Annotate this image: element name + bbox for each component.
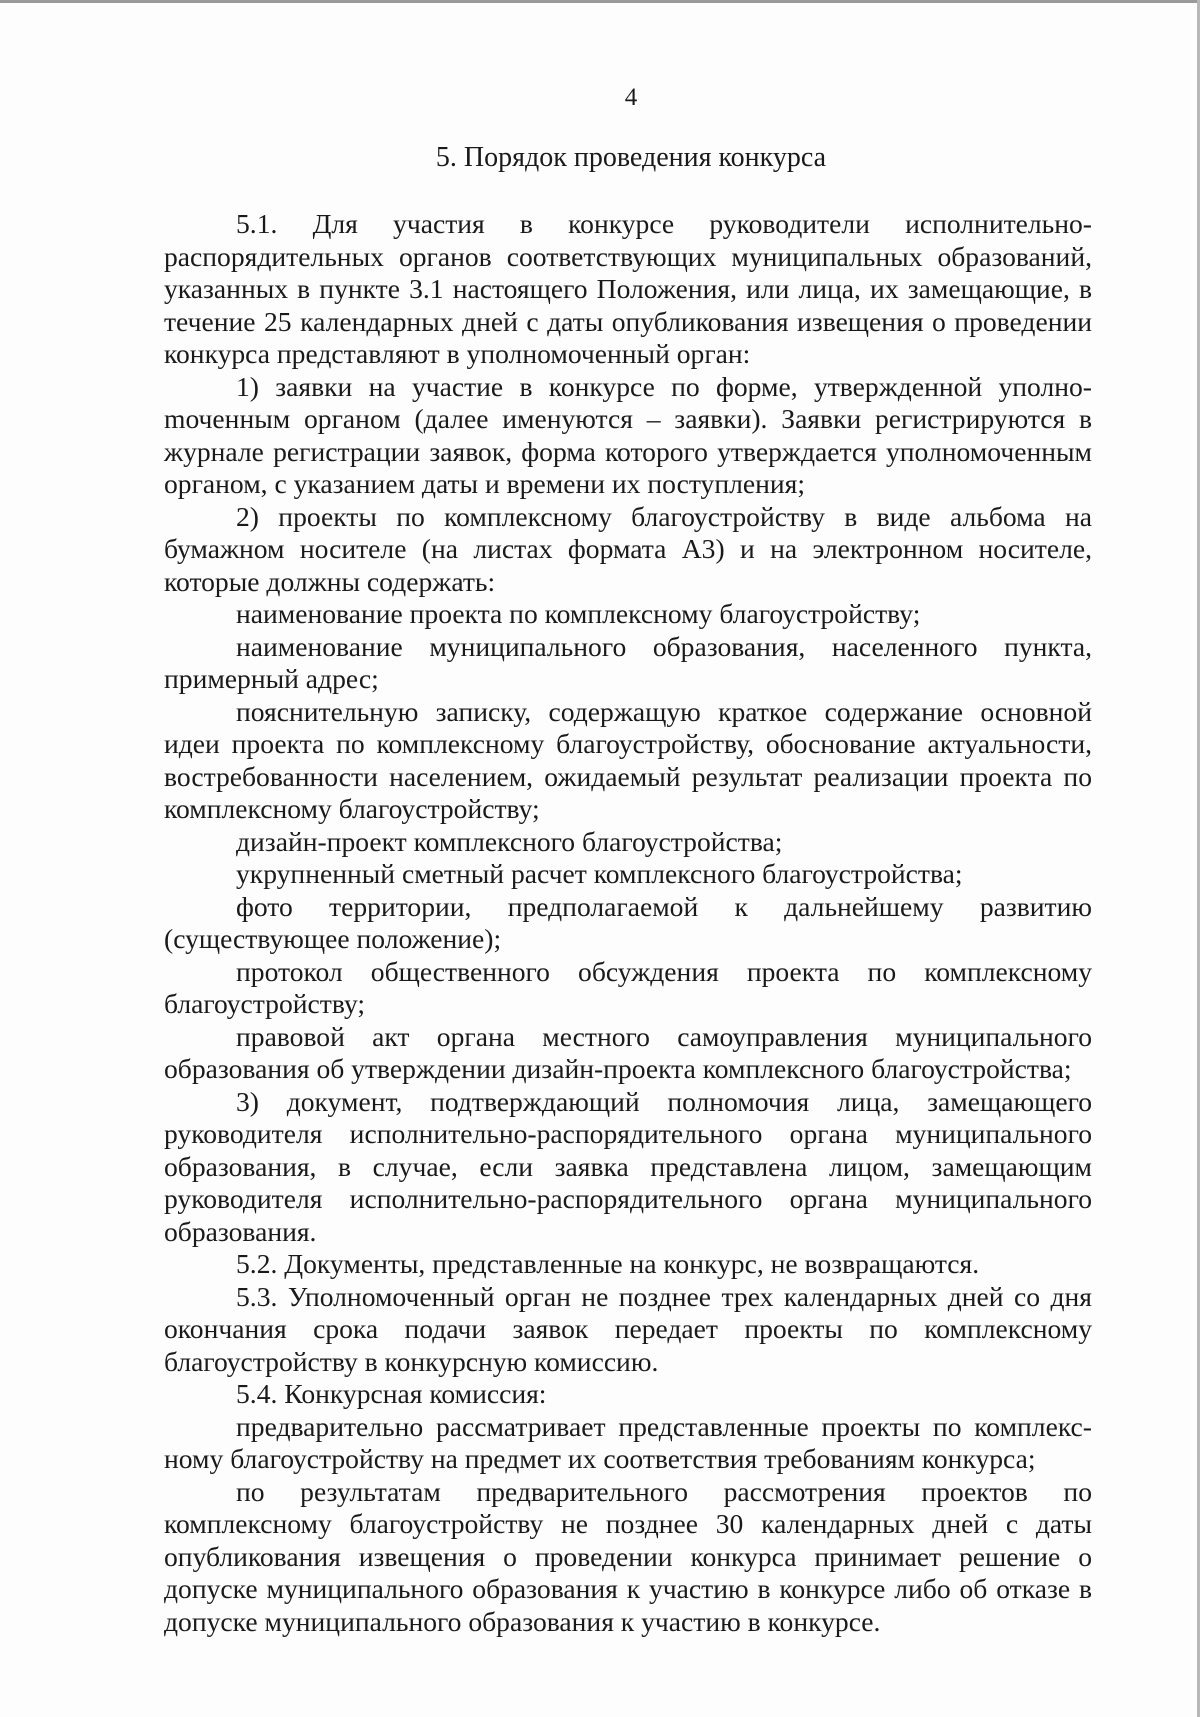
paragraph-protocol: протокол общественного обсуждения проекта по комплексному благоустройству; bbox=[164, 955, 1092, 1019]
scan-edge-top bbox=[0, 0, 1200, 3]
paragraph-municipality-name: наименование муниципального образования, населенного пункта, примерный адрес; bbox=[164, 630, 1092, 694]
paragraph-design-project: дизайн-проект комплексного благоустройства; bbox=[236, 825, 783, 857]
paragraph-item-1: 1) заявки на участие в конкурсе по форме, утвержденной уполноmоченным органом (далее именуются – заявки). Заявки регистрируются в журнале регистрации заявок, форма которого утверждается уполномоченным органом, с указанием даты и времени их поступления; bbox=[164, 370, 1092, 499]
paragraph-estimate: укрупненный сметный расчет комплексного благоустройства; bbox=[236, 858, 963, 889]
paragraph-preliminary-review: предварительно рассматривает представленные проекты по комплексному благоустройству на предмет их соответствия требованиям конкурса; bbox=[164, 1410, 1092, 1474]
paragraph-explanatory-note: пояснительную записку, содержащую краткое содержание основной идеи проекта по комплексному благоустройству, обоснование актуальности, востребованности населением, ожидаемый результат реализации проекта по комплексному благоустройству; bbox=[164, 695, 1092, 824]
paragraph-photo: фото территории, предполагаемой к дальнейшему развитию (существующее положение); bbox=[164, 890, 1092, 954]
section-title: 5. Порядок проведения конкурса bbox=[435, 142, 827, 173]
paragraph-legal-act: правовой акт органа местного самоуправления муниципального образования об утверждении дизайн-проекта комплексного благоустройства; bbox=[164, 1020, 1092, 1084]
paragraph-5-3: 5.3. Уполномоченный орган не позднее трех календарных дней со дня окончания срока подачи заявок передает проекты по комплексному благоустройству в конкурсную комиссию. bbox=[164, 1280, 1092, 1377]
paragraph-5-1: 5.1. Для участия в конкурсе руководители исполнительно-распорядительных органов соответствующих муниципальных образований, указанных в пункте 3.1 настоящего Положения, или лица, их замещающие, в течение 25 календарных дней с даты опубликования извещения о проведении конкурса представляют в уполномоченный орган: bbox=[164, 208, 1092, 369]
paragraph-5-4: 5.4. Конкурсная комиссия: bbox=[236, 1378, 547, 1409]
paragraph-admission-decision: по результатам предварительного рассмотрения проектов по комплексному благоустройству не позднее 30 календарных дней с даты опубликования извещения о проведении конкурса принимает решение о допуске муниципального образования к участию в конкурсе либо об отказе в допуске муниципального образования к участию в конкурсе. bbox=[164, 1475, 1092, 1637]
page-number: 4 bbox=[624, 84, 638, 111]
paragraph-item-3: 3) документ, подтверждающий полномочия лица, замещающего руководителя исполнительно-распорядительного органа муниципального образования, в случае, если заявка представлена лицом, замещающим руководителя исполнительно-распорядительного органа муниципального образования. bbox=[164, 1085, 1092, 1247]
paragraph-item-2: 2) проекты по комплексному благоустройству в виде альбома на бумажном носителе (на листах формата А3) и на электронном носителе, которые должны содержать: bbox=[164, 500, 1092, 597]
paragraph-project-name: наименование проекта по комплексному благоустройству; bbox=[236, 598, 921, 629]
document-body bbox=[164, 208, 1092, 1638]
paragraph-5-2: 5.2. Документы, представленные на конкурс, не возвращаются. bbox=[236, 1248, 980, 1279]
